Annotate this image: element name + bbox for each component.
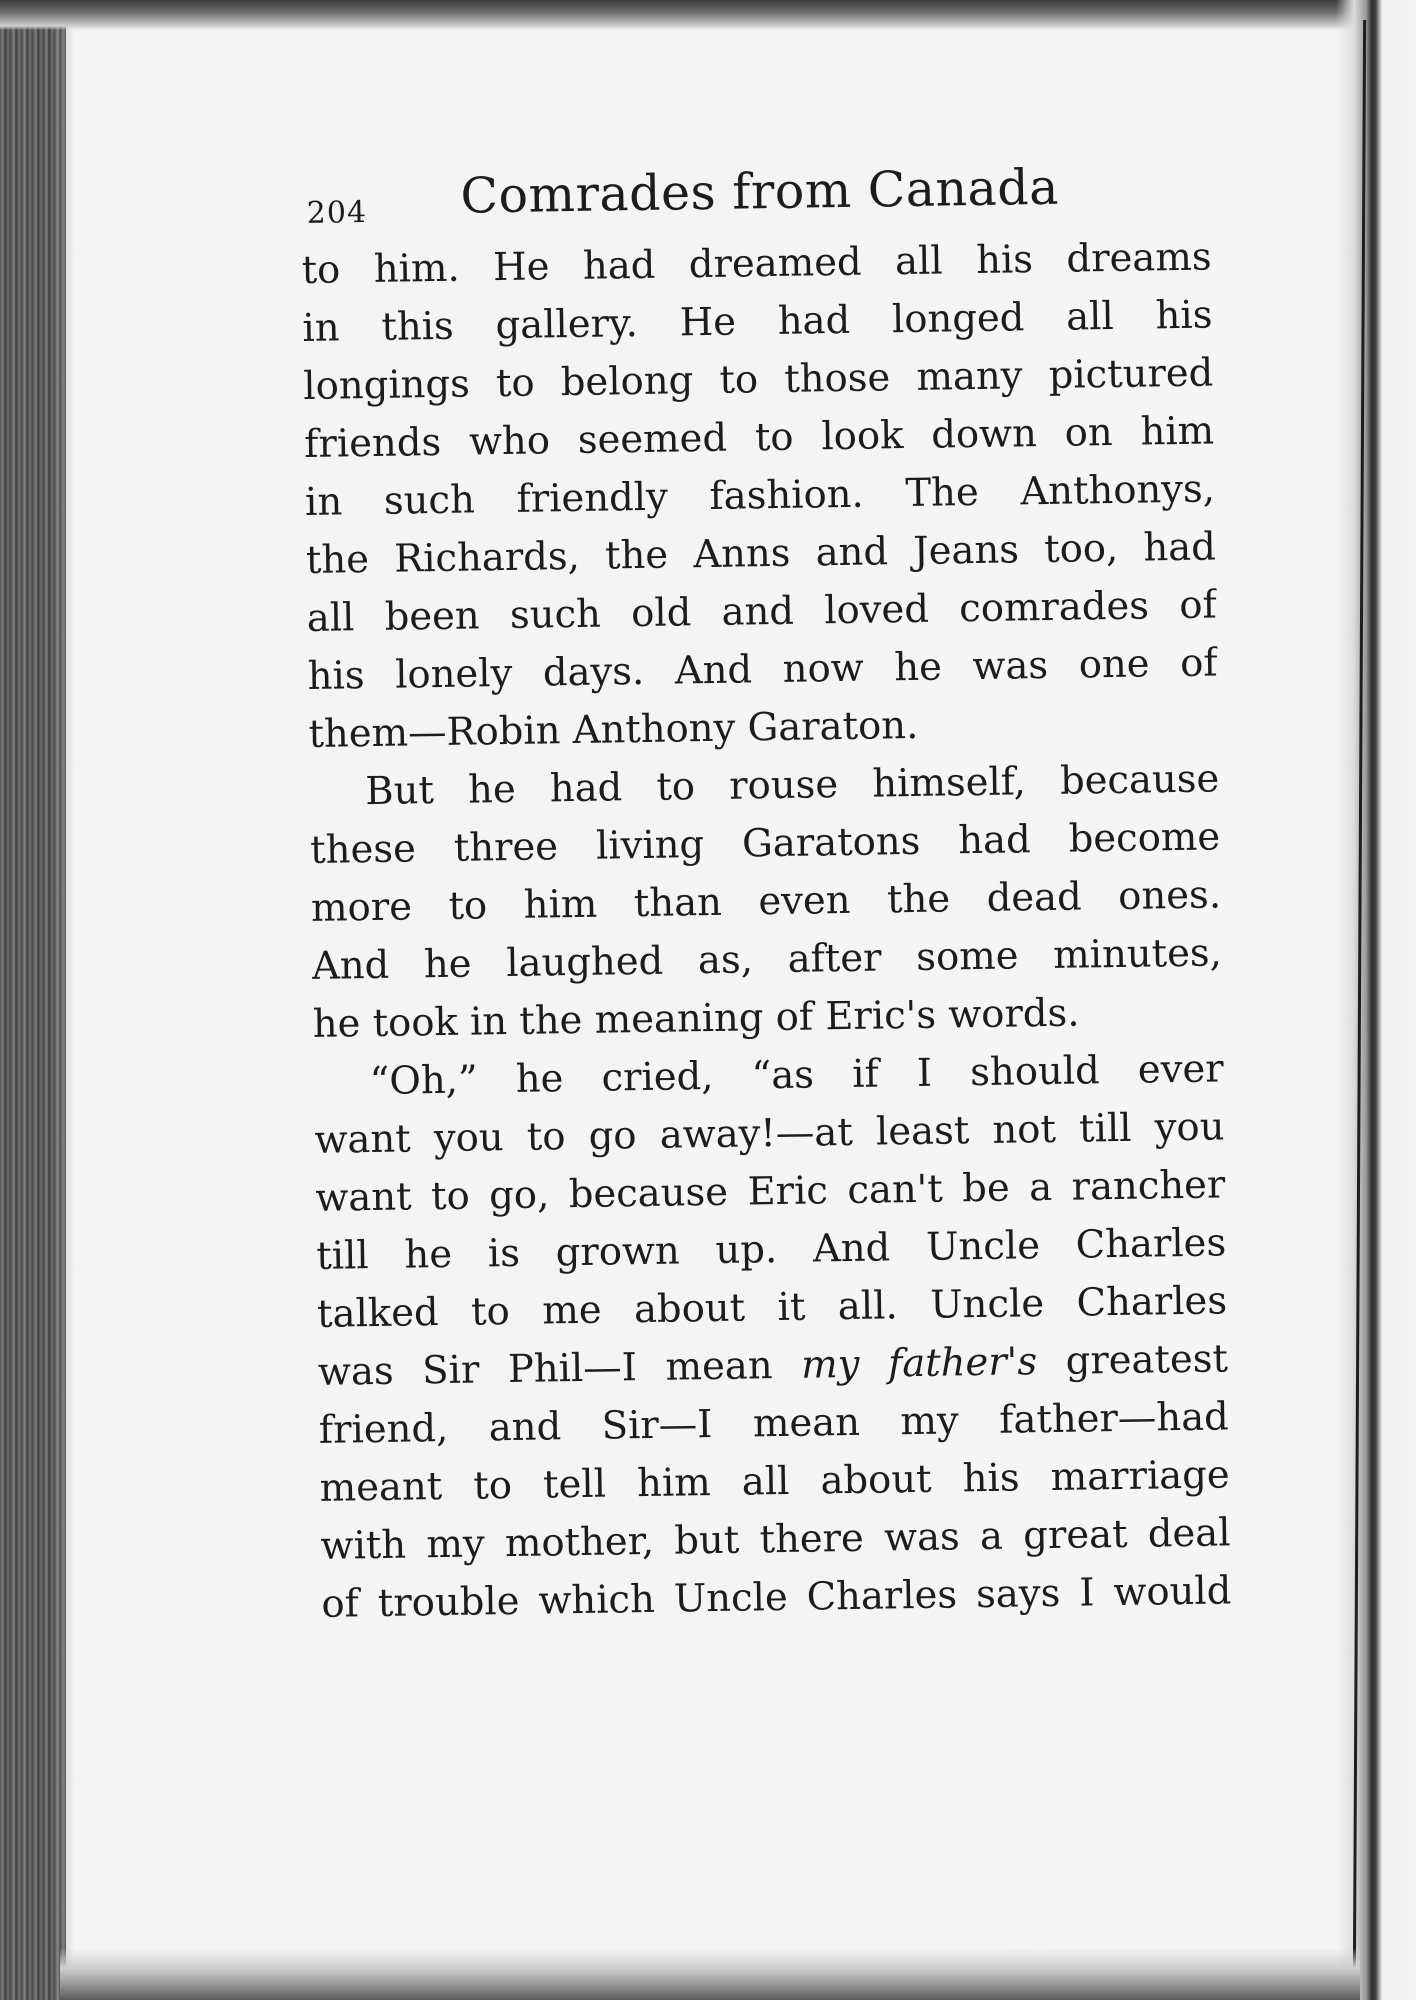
page-body [301,228,1232,1633]
running-head [300,147,1211,240]
text-line: longings to belong to those many pictured [303,350,1214,409]
text-line: these three living Garatons had become [309,814,1221,873]
gutter-shadow [1336,0,1416,2000]
text-line: in such friendly fashion. The Anthonys, [304,466,1216,525]
text-run: was Sir Phil—I mean [317,1342,802,1395]
text-line: friend, and Sir—I mean my father—had [318,1394,1230,1453]
running-title: Comrades from Canada [460,158,1060,225]
text-line: “Oh,” he cried, “as if I should ever [369,1046,1224,1105]
text-run: greatest [1036,1336,1229,1385]
paragraph-3 [313,1040,1232,1633]
page-number: 204 [306,195,368,231]
text-line: But he had to rouse himself, because [365,756,1220,815]
text-line: to him. He had dreamed all his dreams [301,234,1212,293]
text-line: more to him than even the dead ones. [310,872,1222,931]
printed-page [300,147,1232,1634]
text-line: all been such old and loved comrades of [306,582,1218,641]
text-line: meant to tell him all about his marriage [319,1452,1230,1511]
text-line: them—Robin Anthony Garaton. [308,702,919,757]
top-scan-border [0,0,1416,30]
text-line: till he is grown up. And Uncle Charles [315,1220,1227,1279]
text-line: he took in the meaning of Eric's words. [312,990,1080,1047]
italic-text-run: my father's [800,1339,1038,1388]
text-line: with my mother, but there was a great deal [320,1510,1231,1569]
text-line: friends who seemed to look down on him [303,408,1215,467]
text-line: talked to me about it all. Uncle Charles [316,1278,1228,1337]
text-line: in this gallery. He had longed all his [302,292,1213,351]
paragraph-2 [309,750,1223,1053]
text-line: of trouble which Uncle Charles says I would [321,1568,1232,1627]
text-line: his lonely days. And now he was one of [307,640,1218,699]
text-line: And he laughed as, after some minutes, [311,930,1223,989]
paragraph-1 [301,228,1219,763]
text-line: want you to go away!—at least not till you [314,1104,1225,1163]
text-line: the Richards, the Anns and Jeans too, had [305,524,1217,583]
bottom-scan-border [60,1948,1360,2000]
book-page-edges [0,0,66,2000]
text-line: want to go, because Eric can't be a rancher [315,1162,1226,1221]
